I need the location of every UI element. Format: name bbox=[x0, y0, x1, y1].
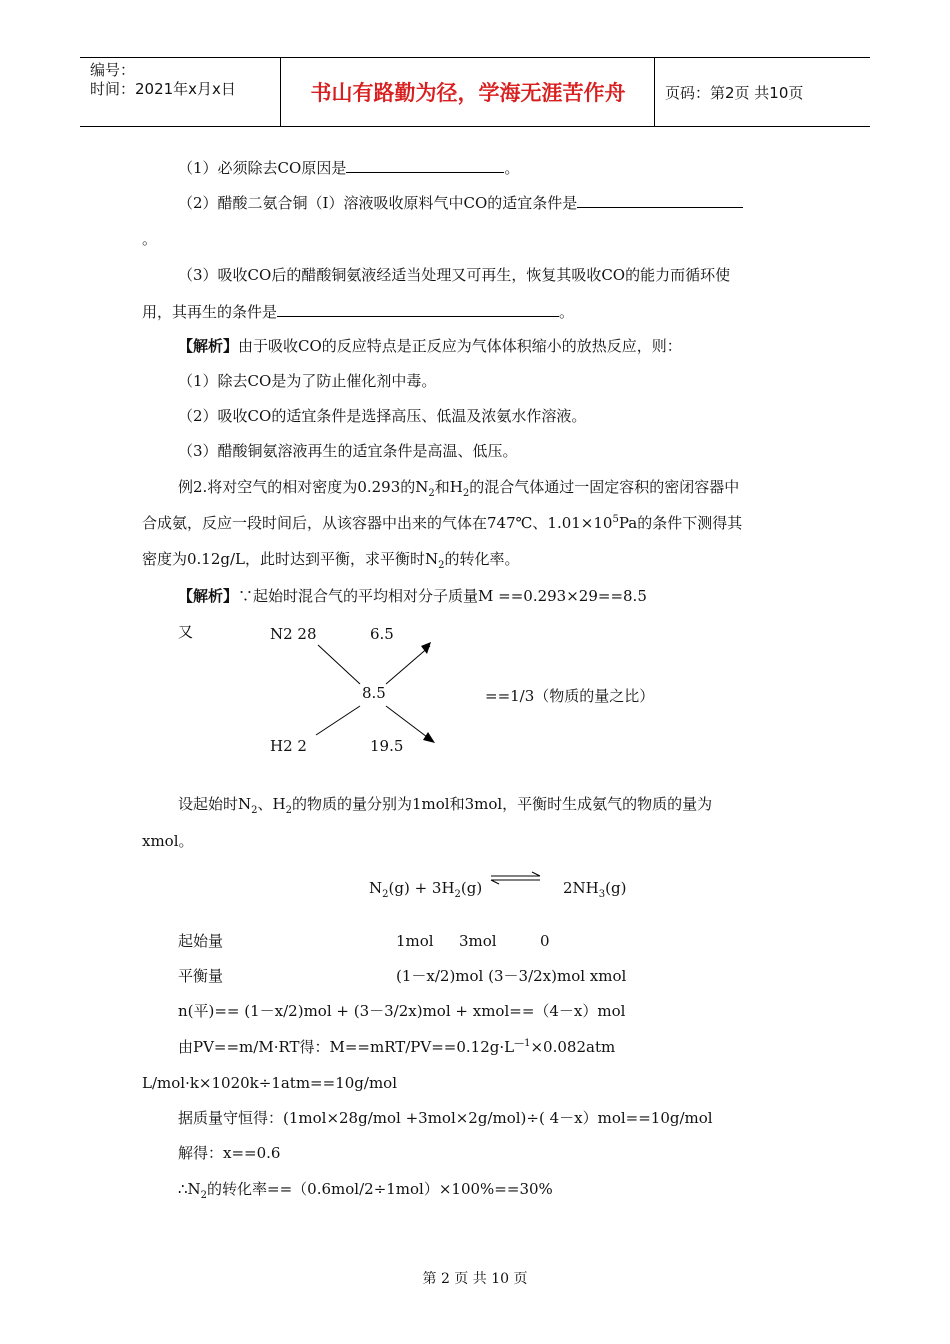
cross-n2-diff: 6.5 bbox=[370, 625, 394, 643]
setup-line1: 设起始时$N_2$、$H_2$的物质的量分别为1mol和3mol，平衡时生成氨气的物质的量为 bbox=[178, 795, 713, 816]
calc-mass: 据质量守恒得：(1mol×28g/mol +3mol×2g/mol)÷( 4－x）mol==10g/mol bbox=[178, 1109, 713, 1127]
cross-arrow-line bbox=[386, 646, 430, 684]
analysis-1-a3: （3）醋酸铜氨溶液再生的适宜条件是高温、低压。 bbox=[178, 442, 518, 460]
serial-label: 编号： bbox=[90, 61, 136, 79]
question-1: （1）必须除去CO原因是 。 bbox=[178, 159, 520, 177]
example-2-line3: 密度为0.12g/L，此时达到平衡，求平衡时$N_2$的转化率。 bbox=[142, 550, 520, 571]
time-label: 时间：2021年x月x日 bbox=[90, 80, 236, 98]
start-h2: 3mol bbox=[459, 932, 497, 950]
calc-conversion: $\therefore N_2$的转化率==（0.6mol/2÷1mol）×100%==30% bbox=[178, 1180, 553, 1201]
eq-values: (1－x/2)mol (3－3/2x)mol xmol bbox=[396, 967, 627, 985]
cross-line bbox=[316, 706, 360, 735]
equation-right: $2NH_3(g)$ bbox=[563, 879, 627, 900]
cross-arrow-line bbox=[386, 706, 431, 740]
start-label: 起始量 bbox=[178, 932, 224, 950]
example-2-line2: 合成氨，反应一段时间后，从该容器中出来的气体在747℃、$1.01\times 10^5Pa$的条件下测得其 bbox=[142, 514, 743, 532]
analysis-1-a1: （1）除去CO是为了防止催化剂中毒。 bbox=[178, 372, 437, 390]
start-n2: 1mol bbox=[396, 932, 434, 950]
analysis-2-line: 【解析】∵起始时混合气的平均相对分子质量M ==0.293×29==8.5 bbox=[178, 587, 647, 605]
question-3-line1: （3）吸收CO后的醋酸铜氨液经适当处理又可再生，恢复其吸收CO的能力而循环使 bbox=[178, 266, 731, 284]
example-2-line1: 例2.将对空气的相对密度为0.293的$N_2$和$H_2$的混合气体通过一固定容积的密闭容器中 bbox=[178, 478, 740, 499]
calc-solve: 解得：x==0.6 bbox=[178, 1144, 281, 1162]
cross-ratio: ==1/3（物质的量之比） bbox=[485, 687, 655, 705]
start-nh3: 0 bbox=[540, 932, 550, 950]
equilibrium-arrow-head bbox=[491, 880, 499, 884]
cross-you: 又 bbox=[178, 623, 194, 641]
calc-pv-line2: L/mol·k×1020k÷1atm==10g/mol bbox=[142, 1074, 397, 1092]
analysis-1-a2: （2）吸收CO的适宜条件是选择高压、低温及浓氨水作溶液。 bbox=[178, 407, 587, 425]
cross-h2-diff: 19.5 bbox=[370, 737, 404, 755]
equilibrium-arrow-head bbox=[532, 872, 540, 876]
question-2: （2）醋酸二氨合铜（Ⅰ）溶液吸收原料气中CO的适宜条件是 bbox=[178, 192, 743, 213]
arrow-head-icon bbox=[423, 732, 435, 743]
cross-n2: N2 28 bbox=[270, 625, 317, 643]
calc-pv: 由PV==m/M·RT得：$M==mRT/PV==0.12g\cdot L^{—1}\times 0.082atm$ bbox=[178, 1038, 616, 1056]
analysis-1-intro: 【解析】由于吸收CO的反应特点是正反应为气体体积缩小的放热反应，则： bbox=[178, 337, 682, 355]
question-2-end: 。 bbox=[142, 230, 158, 248]
question-3-line2: 用，其再生的条件是 。 bbox=[142, 303, 575, 321]
cross-center: 8.5 bbox=[362, 684, 386, 702]
setup-line2: xmol。 bbox=[142, 832, 194, 850]
cross-line bbox=[318, 645, 360, 684]
header-motto: 书山有路勤为径，学海无涯苦作舟 bbox=[310, 81, 626, 105]
eq-label: 平衡量 bbox=[178, 967, 224, 985]
page-footer: 第 2 页 共 10 页 bbox=[422, 1271, 528, 1287]
cross-h2: H2 2 bbox=[270, 737, 307, 755]
calc-n-total: n(平)== (1－x/2)mol + (3－3/2x)mol + xmol==（4－x）mol bbox=[178, 1002, 626, 1020]
header-page-label: 页码：第2页 共10页 bbox=[665, 83, 804, 102]
equation-left: $N_2(g) + 3H_2(g)$ bbox=[369, 879, 483, 900]
